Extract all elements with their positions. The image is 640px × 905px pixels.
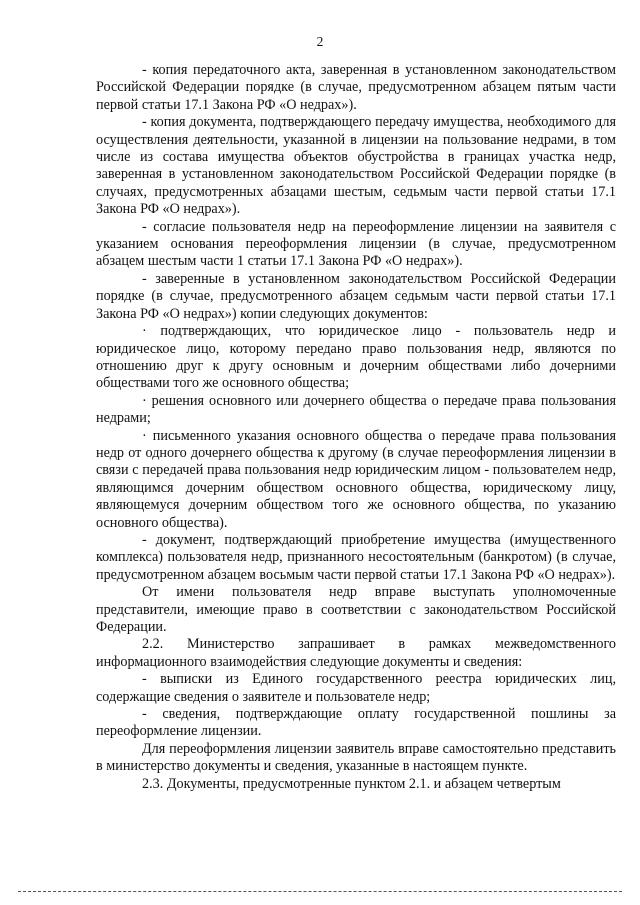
page-bottom-divider [18,891,622,892]
document-body [96,62,616,793]
paragraph-property-transfer-doc: - копия документа, подтверждающего передачу имущества, необходимого для осуществления деятельности, указанной в лицензии на пользование недрами, в том числе из состава имущества объектов обустройства в границах участка недр, заверенная в установленном законодательством Российской Федерации порядке (в случаях, предусмотренных абзацами шестым, седьмым части первой статьи 17.1 Закона РФ «О недрах»). [96,114,616,218]
paragraph-self-submit: Для переоформления лицензии заявитель вправе самостоятельно представить в министерство документы и сведения, указанные в настоящем пункте. [96,740,616,775]
paragraph-written-instruction: · письменного указания основного общества о передаче права пользования недр от одного дочернего общества к другому (в случае переоформления лицензии в связи с передачей права пользования недр юридическим лицом - пользователем недр, являющимся дочерним обществом основного общества, юридическому лицу, являющемуся дочерним обществом того же основного общества, по указанию основного общества). [96,427,616,531]
paragraph-egrul-extract: - выписки из Единого государственного реестра юридических лиц, содержащие сведения о заявителе и пользователе недр; [96,671,616,705]
paragraph-transfer-act: - копия передаточного акта, заверенная в установленном законодательством Российской Федерации порядке (в случае, предусмотренном абзацем пятым части первой статьи 17.1 Закона РФ «О недрах»). [96,62,616,113]
paragraph-2-2: 2.2. Министерство запрашивает в рамках межведомственного информационного взаимодействия следующие документы и сведения: [96,636,616,670]
paragraph-user-consent: - согласие пользователя недр на переоформление лицензии на заявителя с указанием основания переоформления лицензии (в случае, предусмотренном абзацем шестым части 1 статьи 17.1 Закона РФ «О недрах»). [96,218,616,270]
paragraph-bankrupt-property: - документ, подтверждающий приобретение имущества (имущественного комплекса) пользователя недр, признанного несостоятельным (банкротом) (в случае, предусмотренном абзацем восьмым части первой статьи 17.1 Закона РФ «О недрах»). [96,531,616,583]
paragraph-fee-payment: - сведения, подтверждающие оплату государственной пошлины за переоформление лицензии. [96,706,616,740]
paragraph-certified-copies: - заверенные в установленном законодательством Российской Федерации порядке (в случае, предусмотренного абзацем седьмым части первой статьи 17.1 Закона РФ «О недрах») копии следующих документов: [96,270,616,322]
paragraph-representatives: От имени пользователя недр вправе выступать уполномоченные представители, имеющие право в соответствии с законодательством Российской Федерации. [96,584,616,635]
paragraph-2-3: 2.3. Документы, предусмотренные пунктом 2.1. и абзацем четвертым [142,775,561,792]
paragraph-company-decision: · решения основного или дочернего общества о передаче права пользования недрами; [96,392,616,427]
paragraph-subsidiary-relation: · подтверждающих, что юридическое лицо - пользователь недр и юридическое лицо, которому передано право пользования недр, являются по отношению друг к другу основным и дочерним обществами либо дочерними обществами того же основного общества; [96,323,616,392]
page-number: 2 [316,34,324,49]
